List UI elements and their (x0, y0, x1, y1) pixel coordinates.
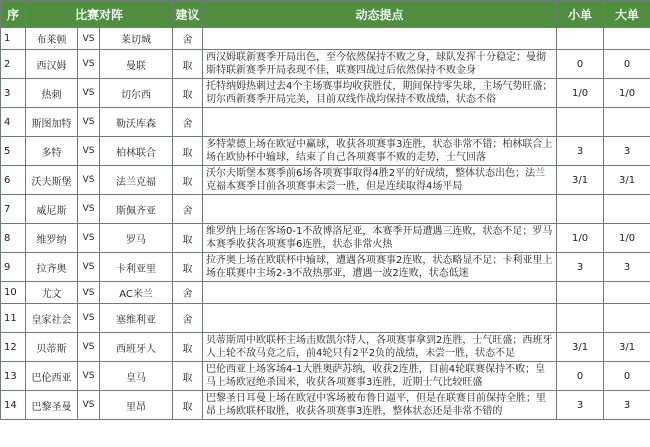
away-team: 罗马 (100, 224, 173, 253)
home-team: 热刺 (26, 79, 78, 108)
big-pick (604, 304, 650, 333)
analysis: 维罗纳上场在客场0-1不敌博洛尼亚，本赛季开局遭遇三连败，状态不足；罗马本赛季收获各项赛事6连胜，状态非常火热 (203, 224, 557, 253)
suggestion: 取 (173, 137, 203, 166)
row-number: 5 (1, 137, 26, 166)
big-pick: 3/1 (604, 166, 650, 195)
home-team: 沃夫斯堡 (26, 166, 78, 195)
suggestion: 舍 (173, 282, 203, 304)
row-number: 2 (1, 50, 26, 79)
suggestion: 取 (173, 362, 203, 391)
table-row (1, 333, 650, 362)
away-team: AC米兰 (100, 282, 173, 304)
vs-label: VS (78, 304, 100, 333)
small-pick: 1/0 (557, 224, 604, 253)
row-number: 10 (1, 282, 26, 304)
table-row (1, 195, 650, 224)
home-team: 皇家社会 (26, 304, 78, 333)
row-number: 14 (1, 391, 26, 420)
row-number: 7 (1, 195, 26, 224)
big-pick: 3/1 (604, 333, 650, 362)
table-row (1, 391, 650, 420)
away-team: 西班牙人 (100, 333, 173, 362)
row-number: 9 (1, 253, 26, 282)
row-number: 11 (1, 304, 26, 333)
small-pick: 3 (557, 391, 604, 420)
row-number: 8 (1, 224, 26, 253)
suggestion: 舍 (173, 28, 203, 50)
suggestion: 取 (173, 166, 203, 195)
away-team: 斯佩齐亚 (100, 195, 173, 224)
suggestion: 舍 (173, 195, 203, 224)
analysis (203, 195, 557, 224)
row-number: 6 (1, 166, 26, 195)
home-team: 斯图加特 (26, 108, 78, 137)
big-pick: 1/0 (604, 224, 650, 253)
table-row (1, 108, 650, 137)
away-team: 里昂 (100, 391, 173, 420)
away-team: 法兰克福 (100, 166, 173, 195)
vs-label: VS (78, 28, 100, 50)
big-pick: 3 (604, 253, 650, 282)
away-team: 莱切城 (100, 28, 173, 50)
away-team: 勒沃库森 (100, 108, 173, 137)
table-row (1, 28, 650, 50)
row-number: 1 (1, 28, 26, 50)
analysis (203, 108, 557, 137)
table-row (1, 50, 650, 79)
analysis: 巴黎圣日耳曼上场在欧冠中客场被布鲁日逼平，但是在联赛目前保持全胜；里昂上场欧联杯取胜，收获各项赛事3连胜，整体状态还是非常不错的 (203, 391, 557, 420)
home-team: 威尼斯 (26, 195, 78, 224)
header-match: 比赛对阵 (26, 1, 173, 28)
home-team: 西汉姆 (26, 50, 78, 79)
home-team: 尤文 (26, 282, 78, 304)
away-team: 切尔西 (100, 79, 173, 108)
analysis: 多特蒙德上场在欧冠中赢球，收获各项赛事3连胜，状态非常不错；柏林联合上场在欧协杯中输球，结束了自己各项赛事不败的走势，士气回落 (203, 137, 557, 166)
home-team: 布莱顿 (26, 28, 78, 50)
header-analysis: 动态提点 (203, 1, 557, 28)
small-pick: 0 (557, 50, 604, 79)
small-pick (557, 28, 604, 50)
away-team: 柏林联合 (100, 137, 173, 166)
table-row (1, 224, 650, 253)
suggestion: 舍 (173, 304, 203, 333)
small-pick: 0 (557, 362, 604, 391)
analysis (203, 304, 557, 333)
home-team: 多特 (26, 137, 78, 166)
suggestion: 取 (173, 224, 203, 253)
big-pick (604, 108, 650, 137)
row-number: 4 (1, 108, 26, 137)
table-row (1, 166, 650, 195)
table-row (1, 79, 650, 108)
vs-label: VS (78, 362, 100, 391)
small-pick: 3/1 (557, 166, 604, 195)
big-pick: 1/0 (604, 79, 650, 108)
small-pick (557, 282, 604, 304)
vs-label: VS (78, 108, 100, 137)
vs-label: VS (78, 224, 100, 253)
vs-label: VS (78, 79, 100, 108)
analysis (203, 282, 557, 304)
suggestion: 取 (173, 79, 203, 108)
big-pick: 3 (604, 391, 650, 420)
header-suggest: 建议 (173, 1, 203, 28)
analysis: 拉齐奥上场在欧联杯中输球，遭遇各项赛事2连败，状态略显不足；卡利亚里上场在联赛中主场2-3不敌热那亚，遭遇一波2连败，状态低迷 (203, 253, 557, 282)
vs-label: VS (78, 391, 100, 420)
row-number: 12 (1, 333, 26, 362)
big-pick: 3 (604, 137, 650, 166)
analysis (203, 28, 557, 50)
vs-label: VS (78, 166, 100, 195)
home-team: 巴伦西亚 (26, 362, 78, 391)
header-row (1, 1, 650, 28)
row-number: 3 (1, 79, 26, 108)
away-team: 卡利亚里 (100, 253, 173, 282)
table-row (1, 137, 650, 166)
small-pick: 3/1 (557, 333, 604, 362)
big-pick: 0 (604, 50, 650, 79)
small-pick: 3 (557, 137, 604, 166)
suggestion: 取 (173, 391, 203, 420)
table-row (1, 304, 650, 333)
analysis: 贝蒂斯周中欧联杯主场击败凯尔特人，各项赛事拿到2连胜，士气旺盛；西班牙人上轮不敌马竞之后，前4轮只有2平2负的战绩，未尝一胜，状态不足 (203, 333, 557, 362)
small-pick (557, 195, 604, 224)
table-row (1, 282, 650, 304)
analysis: 托特纳姆热刺过去4个主场赛事均收获胜仗，期间保持零失球，主场气势旺盛；切尔西新赛季开局完美，目前双线作战均保持不败战绩，状态不俗 (203, 79, 557, 108)
row-number: 13 (1, 362, 26, 391)
home-team: 拉齐奥 (26, 253, 78, 282)
analysis: 沃尔夫斯堡本赛季前6场各项赛事取得4胜2平的好成绩，整体状态出色；法兰克福本赛季目前各项赛事未尝一胜，但是连续取得4场平局 (203, 166, 557, 195)
away-team: 曼联 (100, 50, 173, 79)
home-team: 巴黎圣曼 (26, 391, 78, 420)
vs-label: VS (78, 333, 100, 362)
vs-label: VS (78, 253, 100, 282)
table-row (1, 253, 650, 282)
big-pick (604, 282, 650, 304)
small-pick: 1/0 (557, 79, 604, 108)
header-big: 大单 (604, 1, 650, 28)
vs-label: VS (78, 137, 100, 166)
header-seq: 序 (1, 1, 26, 28)
big-pick: 0 (604, 362, 650, 391)
suggestion: 取 (173, 253, 203, 282)
small-pick (557, 304, 604, 333)
suggestion: 取 (173, 50, 203, 79)
suggestion: 舍 (173, 108, 203, 137)
small-pick: 3 (557, 253, 604, 282)
analysis: 西汉姆联新赛季开局出色，至今依然保持不败之身，球队发挥十分稳定；曼彻斯特联新赛季开局表现不佳，联赛四战过后依然保持不败金身 (203, 50, 557, 79)
suggestion: 取 (173, 333, 203, 362)
away-team: 塞维利亚 (100, 304, 173, 333)
vs-label: VS (78, 282, 100, 304)
big-pick (604, 195, 650, 224)
home-team: 维罗纳 (26, 224, 78, 253)
header-small: 小单 (557, 1, 604, 28)
vs-label: VS (78, 50, 100, 79)
vs-label: VS (78, 195, 100, 224)
small-pick (557, 108, 604, 137)
table-row (1, 362, 650, 391)
big-pick (604, 28, 650, 50)
analysis: 巴伦西亚上场客场4-1大胜奥萨苏纳，收获2连胜，目前4轮联赛保持不败；皇马上场欧冠绝杀国米，收获各项赛事3连胜，近期士气比较旺盛 (203, 362, 557, 391)
home-team: 贝蒂斯 (26, 333, 78, 362)
away-team: 皇马 (100, 362, 173, 391)
